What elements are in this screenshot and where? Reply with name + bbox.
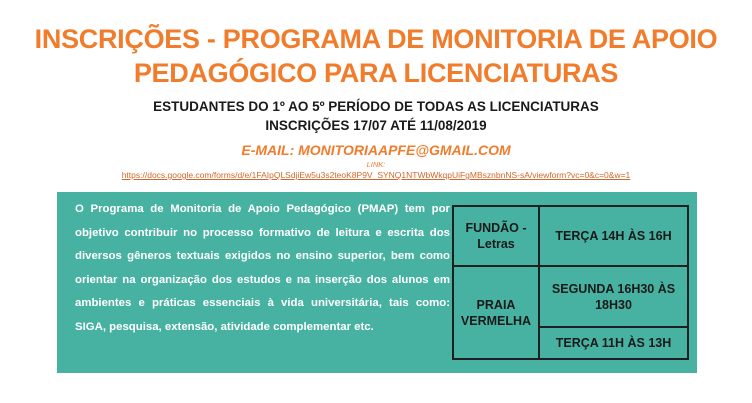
subtitle-dates: INSCRIÇÕES 17/07 ATÉ 11/08/2019 [265,118,487,133]
time-praia-vermelha-monday: SEGUNDA 16H30 ÀS 18H30 [539,266,688,326]
title-line-1: INSCRIÇÕES - PROGRAMA DE MONITORIA DE APOIO [34,24,718,54]
program-description: O Programa de Monitoria de Apoio Pedagógico (PMAP) tem por objetivo contribuir no processo formativo de leitura e escrita dos diversos gêneros textuais exigidos no ensino superior, bem como orientar na organização dos estudos e na inserção dos alunos em ambientes e práticas essenciais à vida universitária, tais como: SIGA, pesquisa, extensão, atividade complementar etc. [75,203,450,333]
info-panel [57,192,697,373]
location-fundao: FUNDÃO - Letras [453,206,539,266]
title-line-2: PEDAGÓGICO PARA LICENCIATURAS [133,58,619,88]
page-title [0,22,752,90]
subtitle-audience: ESTUDANTES DO 1º AO 5º PERÍODO DE TODAS AS LICENCIATURAS [153,99,599,114]
contact-email: E-MAIL: MONITORIAAPFE@GMAIL.COM [241,142,511,158]
location-praia-vermelha: PRAIA VERMELHA [453,266,539,359]
link-label: LINK: [366,160,386,169]
subtitle [0,97,752,135]
form-link[interactable]: https://docs.google.com/forms/d/e/1FAIpQLSdjiEw5u3s2teoK8P9V_SYNQ1NTWbWkqpUiFgMBsznbnNS-sA/viewform?vc=0&c=0&w=1 [121,170,631,180]
schedule-table [452,205,689,360]
time-praia-vermelha-tuesday: TERÇA 11H ÀS 13H [539,327,688,359]
table-row [453,206,688,266]
time-fundao: TERÇA 14H ÀS 16H [539,206,688,266]
table-row [453,266,688,326]
